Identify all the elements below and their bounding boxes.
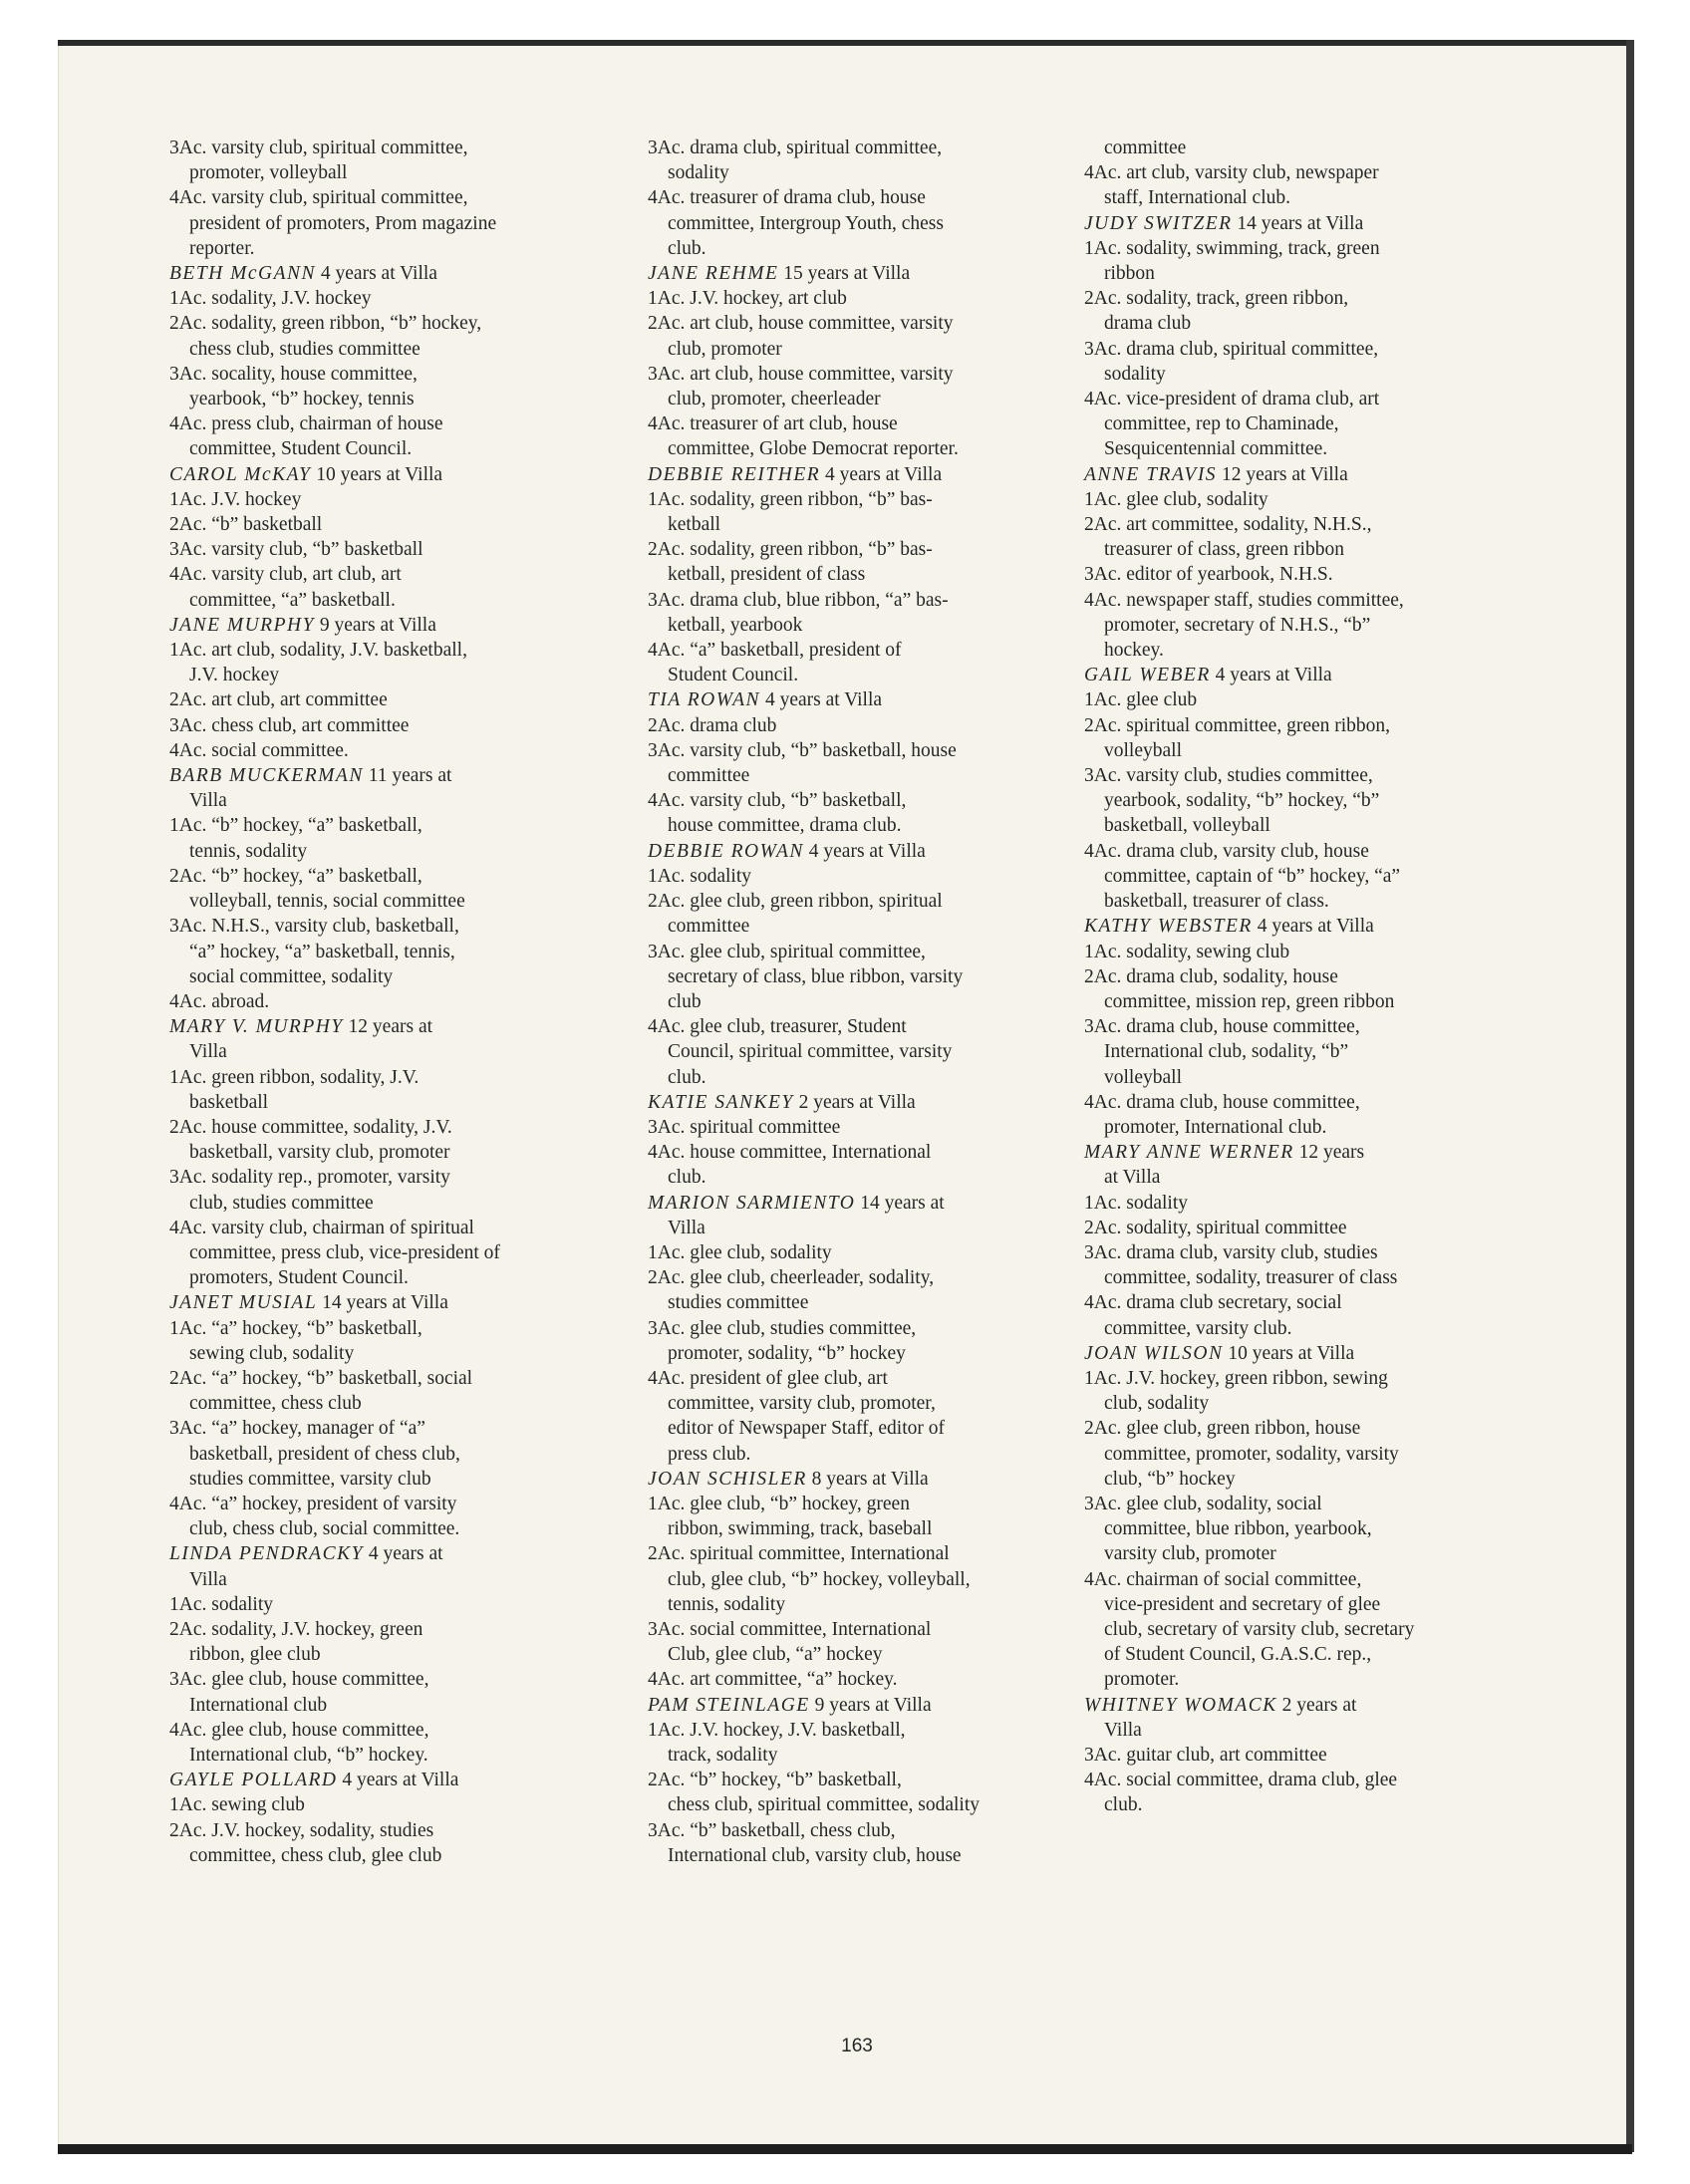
activity-continuation: volleyball <box>1104 739 1182 761</box>
student-heading <box>1084 663 1503 687</box>
student-name: BETH McGANN <box>169 263 317 285</box>
student-heading <box>169 613 598 638</box>
activity-continuation: chess club, studies committee <box>189 338 421 360</box>
activity-year-line: 4Ac. drama club, house committee, <box>1084 1091 1360 1113</box>
years-at-villa: 11 years at <box>363 765 452 787</box>
activity-year-line: 4Ac. varsity club, chairman of spiritual <box>169 1217 474 1238</box>
activity-year-line: 3Ac. socality, house committee, <box>169 363 418 385</box>
student-name: MARY ANNE WERNER <box>1084 1142 1294 1164</box>
activity-year-line: 2Ac. sodality, track, green ribbon, <box>1084 288 1349 310</box>
column-2 <box>648 136 1076 1868</box>
activity-year-line: 3Ac. chess club, art committee <box>169 714 410 736</box>
activity-continuation: studies committee <box>668 1292 809 1314</box>
student-heading <box>648 1090 1076 1115</box>
activity-year-line: 1Ac. glee club <box>1084 689 1198 711</box>
activity-continuation: drama club <box>1104 313 1192 335</box>
years-at-villa: 12 years at <box>343 1016 433 1038</box>
activity-continuation: committee, captain of “b” hockey, “a” <box>1104 865 1401 887</box>
activity-continuation: editor of Newspaper Staff, editor of <box>668 1418 945 1440</box>
student-name: MARY V. MURPHY <box>169 1016 344 1038</box>
activity-continuation: committee, chess club, glee club <box>189 1844 442 1866</box>
activity-year-line: 3Ac. glee club, house committee, <box>169 1669 429 1691</box>
years-at-villa: 4 years at Villa <box>803 840 926 862</box>
student-heading <box>648 839 1076 864</box>
activity-continuation: committee, promoter, sodality, varsity <box>1104 1443 1399 1465</box>
activity-year-line: 2Ac. art club, house committee, varsity <box>648 313 954 335</box>
activity-continuation: committee, “a” basketball. <box>189 589 396 611</box>
activity-year-line: 3Ac. glee club, studies committee, <box>648 1317 917 1339</box>
student-name: JOAN SCHISLER <box>648 1468 807 1490</box>
student-name: JANET MUSIAL <box>169 1292 318 1314</box>
activity-year-line: 4Ac. varsity club, “b” basketball, <box>648 790 907 812</box>
activity-continuation: promoter, International club. <box>1104 1116 1327 1138</box>
activity-year-line: 2Ac. drama club, sodality, house <box>1084 965 1338 987</box>
activity-year-line: 1Ac. glee club, sodality <box>1084 488 1268 510</box>
activity-continuation: committee, rep to Chaminade, <box>1104 413 1339 435</box>
student-name: PAM STEINLAGE <box>648 1694 810 1716</box>
years-at-villa: 2 years at <box>1276 1694 1357 1716</box>
student-heading <box>169 1290 598 1315</box>
activity-continuation: promoter, volleyball <box>189 162 348 184</box>
activity-continuation: committee, chess club <box>189 1393 362 1415</box>
activity-year-line: 1Ac. green ribbon, sodality, J.V. <box>169 1066 420 1088</box>
activity-year-line: 1Ac. glee club, “b” hockey, green <box>648 1493 910 1514</box>
activity-year-line: 1Ac. sodality, J.V. hockey <box>169 288 372 310</box>
activity-continuation: Villa <box>189 1041 227 1063</box>
activity-continuation: Villa <box>189 790 227 812</box>
activity-continuation: at Villa <box>1104 1167 1161 1189</box>
activity-continuation: basketball, president of chess club, <box>189 1443 460 1465</box>
years-at-villa: 10 years at Villa <box>1223 1342 1355 1364</box>
activity-year-line: 1Ac. sodality, green ribbon, “b” bas- <box>648 488 933 510</box>
years-at-villa: 4 years at Villa <box>760 689 883 711</box>
activity-continuation: International club, “b” hockey. <box>189 1745 428 1766</box>
activity-year-line: 3Ac. glee club, sodality, social <box>1084 1493 1322 1514</box>
activity-continuation: tennis, sodality <box>189 840 308 862</box>
student-heading <box>648 687 1076 712</box>
activity-year-line: 1Ac. sewing club <box>169 1794 305 1816</box>
activity-year-line: 2Ac. glee club, cheerleader, sodality, <box>648 1267 935 1289</box>
activity-year-line: 2Ac. house committee, sodality, J.V. <box>169 1116 452 1138</box>
activity-year-line: 1Ac. J.V. hockey, art club <box>648 288 847 310</box>
activity-year-line: 2Ac. glee club, green ribbon, spiritual <box>648 891 943 913</box>
activity-continuation: club. <box>668 237 706 259</box>
activity-year-line: 2Ac. art club, art committee <box>169 689 388 711</box>
activity-continuation: club, “b” hockey <box>1104 1468 1236 1490</box>
activity-continuation: committee, press club, vice-president of <box>189 1241 500 1263</box>
activity-year-line: 2Ac. art committee, sodality, N.H.S., <box>1084 514 1372 536</box>
activity-continuation: ketball, president of class <box>668 564 866 586</box>
years-at-villa: 2 years at Villa <box>793 1091 916 1113</box>
activity-year-line: 4Ac. “a” basketball, president of <box>648 640 902 662</box>
activity-continuation: International club, sodality, “b” <box>1104 1041 1349 1063</box>
activity-continuation: club. <box>668 1066 706 1088</box>
activity-year-line: 3Ac. drama club, spiritual committee, <box>1084 338 1379 360</box>
column-1 <box>169 136 598 1868</box>
activity-continuation: committee, varsity club, promoter, <box>668 1393 936 1415</box>
activity-continuation: International club, varsity club, house <box>668 1844 962 1866</box>
activity-year-line: 2Ac. “b” hockey, “a” basketball, <box>169 865 422 887</box>
student-heading <box>169 261 598 286</box>
activity-continuation: ketball <box>668 514 721 536</box>
activity-continuation: club. <box>1104 1794 1143 1816</box>
activity-year-line: 3Ac. guitar club, art committee <box>1084 1745 1327 1766</box>
years-at-villa: 4 years at Villa <box>1252 916 1374 938</box>
activity-continuation: Villa <box>668 1217 705 1238</box>
student-heading <box>169 1541 598 1566</box>
activity-year-line: 2Ac. “b” basketball <box>169 514 323 536</box>
activity-year-line: 2Ac. “b” hockey, “b” basketball, <box>648 1770 902 1791</box>
activity-year-line: 3Ac. editor of yearbook, N.H.S. <box>1084 564 1333 586</box>
activity-year-line: 3Ac. varsity club, spiritual committee, <box>169 137 468 158</box>
activity-year-line: 3Ac. glee club, spiritual committee, <box>648 941 926 962</box>
activity-continuation: basketball <box>189 1091 269 1113</box>
activity-continuation: club <box>668 990 702 1012</box>
activity-year-line: 2Ac. sodality, green ribbon, “b” hockey, <box>169 313 482 335</box>
student-name: GAIL WEBER <box>1084 665 1211 686</box>
student-name: JOAN WILSON <box>1084 1342 1224 1364</box>
activity-continuation: ketball, yearbook <box>668 614 803 636</box>
activity-year-line: 4Ac. treasurer of art club, house <box>648 413 898 435</box>
activity-continuation: ribbon <box>1104 263 1155 285</box>
activity-year-line: 4Ac. glee club, house committee, <box>169 1719 429 1741</box>
activity-year-line: 4Ac. press club, chairman of house <box>169 413 443 435</box>
page-binding-edge <box>1626 40 1634 2152</box>
activity-continuation: committee, mission rep, green ribbon <box>1104 990 1395 1012</box>
page-bottom-edge <box>58 2144 1632 2154</box>
years-at-villa: 14 years at Villa <box>317 1292 448 1314</box>
page-top-edge <box>58 40 1632 46</box>
student-heading <box>648 261 1076 286</box>
activity-continuation: committee <box>1104 137 1187 158</box>
activity-continuation: ribbon, swimming, track, baseball <box>668 1518 933 1540</box>
activity-year-line: 3Ac. varsity club, studies committee, <box>1084 765 1373 787</box>
student-name: KATHY WEBSTER <box>1084 916 1253 938</box>
student-name: CAROL McKAY <box>169 463 312 485</box>
activity-continuation: yearbook, “b” hockey, tennis <box>189 389 415 410</box>
activity-year-line: 3Ac. social committee, International <box>648 1618 932 1640</box>
years-at-villa: 14 years at <box>855 1192 945 1214</box>
student-name: TIA ROWAN <box>648 689 761 711</box>
activity-continuation: promoters, Student Council. <box>189 1267 409 1289</box>
activity-continuation: club, studies committee <box>189 1192 374 1214</box>
student-heading <box>1084 914 1503 939</box>
activity-year-line: 3Ac. “a” hockey, manager of “a” <box>169 1418 425 1440</box>
years-at-villa: 14 years at Villa <box>1232 212 1364 234</box>
activity-continuation: staff, International club. <box>1104 187 1290 209</box>
student-name: GAYLE POLLARD <box>169 1770 338 1791</box>
years-at-villa: 12 years <box>1293 1142 1365 1164</box>
activity-continuation: club. <box>668 1167 706 1189</box>
activity-year-line: 4Ac. president of glee club, art <box>648 1367 888 1389</box>
activity-continuation: tennis, sodality <box>668 1593 786 1615</box>
activity-year-line: 1Ac. sodality <box>1084 1192 1188 1214</box>
student-name: JUDY SWITZER <box>1084 212 1233 234</box>
activity-continuation: committee, sodality, treasurer of class <box>1104 1267 1398 1289</box>
activity-year-line: 1Ac. sodality, swimming, track, green <box>1084 237 1380 259</box>
activity-year-line: 4Ac. drama club secretary, social <box>1084 1292 1342 1314</box>
activity-year-line: 3Ac. varsity club, “b” basketball, house <box>648 739 957 761</box>
activity-year-line: 2Ac. sodality, spiritual committee <box>1084 1217 1347 1238</box>
activity-year-line: 3Ac. drama club, spiritual committee, <box>648 137 943 158</box>
student-heading <box>1084 211 1503 236</box>
student-name: WHITNEY WOMACK <box>1084 1694 1277 1716</box>
years-at-villa: 4 years at Villa <box>1210 665 1332 686</box>
activity-year-line: 1Ac. “b” hockey, “a” basketball, <box>169 815 422 837</box>
activity-continuation: committee <box>668 916 750 938</box>
activity-continuation: committee <box>668 765 750 787</box>
years-at-villa: 4 years at Villa <box>316 263 437 285</box>
activity-year-line: 2Ac. spiritual committee, green ribbon, <box>1084 714 1391 736</box>
activity-continuation: club, promoter <box>668 338 782 360</box>
activity-continuation: International club <box>189 1694 328 1716</box>
activity-year-line: 1Ac. art club, sodality, J.V. basketball, <box>169 640 467 662</box>
activity-continuation: Student Council. <box>668 665 799 686</box>
activity-year-line: 4Ac. “a” hockey, president of varsity <box>169 1493 457 1514</box>
student-heading <box>1084 1693 1503 1718</box>
activity-continuation: sodality <box>1104 363 1166 385</box>
activity-continuation: committee, Student Council. <box>189 438 413 460</box>
activity-continuation: J.V. hockey <box>189 665 280 686</box>
activity-continuation: club, promoter, cheerleader <box>668 389 881 410</box>
activity-continuation: ribbon, glee club <box>189 1644 321 1666</box>
activity-continuation: Sesquicentennial committee. <box>1104 438 1328 460</box>
activity-continuation: promoter, secretary of N.H.S., “b” <box>1104 614 1371 636</box>
activity-continuation: club, chess club, social committee. <box>189 1518 460 1540</box>
column-3 <box>1084 136 1503 1818</box>
activity-year-line: 3Ac. spiritual committee <box>648 1116 841 1138</box>
student-heading <box>648 462 1076 487</box>
activity-year-line: 2Ac. drama club <box>648 714 777 736</box>
activity-year-line: 4Ac. art club, varsity club, newspaper <box>1084 162 1379 184</box>
student-heading <box>169 1768 598 1792</box>
years-at-villa: 4 years at Villa <box>337 1770 459 1791</box>
student-name: DEBBIE REITHER <box>648 463 821 485</box>
student-name: LINDA PENDRACKY <box>169 1543 364 1565</box>
years-at-villa: 10 years at Villa <box>311 463 443 485</box>
activity-year-line: 2Ac. glee club, green ribbon, house <box>1084 1418 1361 1440</box>
activity-continuation: committee, Intergroup Youth, chess <box>668 212 944 234</box>
activity-continuation: reporter. <box>189 237 255 259</box>
activity-year-line: 4Ac. newspaper staff, studies committee, <box>1084 589 1404 611</box>
activity-continuation: “a” hockey, “a” basketball, tennis, <box>189 941 455 962</box>
activity-year-line: 1Ac. J.V. hockey, green ribbon, sewing <box>1084 1367 1388 1389</box>
activity-year-line: 3Ac. sodality rep., promoter, varsity <box>169 1167 450 1189</box>
activity-year-line: 4Ac. art committee, “a” hockey. <box>648 1669 898 1691</box>
student-name: KATIE SANKEY <box>648 1091 794 1113</box>
activity-year-line: 1Ac. glee club, sodality <box>648 1241 832 1263</box>
years-at-villa: 4 years at <box>363 1543 443 1565</box>
student-heading <box>648 1467 1076 1492</box>
activity-continuation: Council, spiritual committee, varsity <box>668 1041 953 1063</box>
activity-year-line: 1Ac. J.V. hockey <box>169 488 302 510</box>
activity-year-line: 4Ac. chairman of social committee, <box>1084 1568 1362 1590</box>
student-heading <box>1084 1140 1503 1165</box>
activity-year-line: 3Ac. N.H.S., varsity club, basketball, <box>169 916 459 938</box>
activity-continuation: basketball, varsity club, promoter <box>189 1142 450 1164</box>
student-heading <box>169 763 598 788</box>
years-at-villa: 9 years at Villa <box>314 614 436 636</box>
activity-continuation: track, sodality <box>668 1745 778 1766</box>
activity-continuation: of Student Council, G.A.S.C. rep., <box>1104 1644 1372 1666</box>
page-number: 163 <box>841 2036 873 2056</box>
years-at-villa: 8 years at Villa <box>806 1468 929 1490</box>
activity-year-line: 4Ac. vice-president of drama club, art <box>1084 389 1380 410</box>
activity-continuation: sewing club, sodality <box>189 1342 355 1364</box>
activity-continuation: promoter. <box>1104 1669 1180 1691</box>
student-heading <box>1084 462 1503 487</box>
activity-continuation: secretary of class, blue ribbon, varsity <box>668 965 964 987</box>
activity-continuation: chess club, spiritual committee, sodality <box>668 1794 981 1816</box>
activity-year-line: 4Ac. varsity club, spiritual committee, <box>169 187 468 209</box>
activity-year-line: 3Ac. “b” basketball, chess club, <box>648 1819 896 1841</box>
activity-year-line: 1Ac. sodality <box>169 1593 273 1615</box>
activity-continuation: president of promoters, Prom magazine <box>189 212 497 234</box>
activity-continuation: promoter, sodality, “b” hockey <box>668 1342 906 1364</box>
activity-continuation: studies committee, varsity club <box>189 1468 431 1490</box>
activity-continuation: basketball, volleyball <box>1104 815 1270 837</box>
activity-continuation: club, sodality <box>1104 1393 1210 1415</box>
student-name: BARB MUCKERMAN <box>169 765 364 787</box>
activity-continuation: hockey. <box>1104 640 1164 662</box>
student-heading <box>1084 1341 1503 1366</box>
activity-year-line: 1Ac. sodality <box>648 865 751 887</box>
years-at-villa: 15 years at Villa <box>778 263 911 285</box>
activity-continuation: Villa <box>189 1568 227 1590</box>
activity-continuation: varsity club, promoter <box>1104 1543 1276 1565</box>
activity-year-line: 3Ac. drama club, house committee, <box>1084 1016 1360 1038</box>
activity-year-line: 2Ac. spiritual committee, International <box>648 1543 950 1565</box>
activity-year-line: 4Ac. social committee, drama club, glee <box>1084 1770 1398 1791</box>
activity-year-line: 2Ac. sodality, J.V. hockey, green <box>169 1618 423 1640</box>
activity-year-line: 1Ac. J.V. hockey, J.V. basketball, <box>648 1719 906 1741</box>
activity-year-line: 2Ac. “a” hockey, “b” basketball, social <box>169 1367 473 1389</box>
activity-year-line: 4Ac. house committee, International <box>648 1142 932 1164</box>
student-heading <box>169 1014 598 1039</box>
activity-continuation: treasurer of class, green ribbon <box>1104 539 1344 561</box>
activity-continuation: vice-president and secretary of glee <box>1104 1593 1381 1615</box>
activity-continuation: committee, blue ribbon, yearbook, <box>1104 1518 1372 1540</box>
student-heading <box>169 462 598 487</box>
student-name: MARION SARMIENTO <box>648 1192 856 1214</box>
activity-year-line: 1Ac. “a” hockey, “b” basketball, <box>169 1317 422 1339</box>
activity-continuation: committee, varsity club. <box>1104 1317 1292 1339</box>
activity-year-line: 3Ac. varsity club, “b” basketball <box>169 539 423 561</box>
activity-year-line: 3Ac. drama club, blue ribbon, “a” bas- <box>648 589 949 611</box>
activity-continuation: sodality <box>668 162 729 184</box>
years-at-villa: 4 years at Villa <box>820 463 943 485</box>
activity-continuation: club, glee club, “b” hockey, volleyball, <box>668 1568 971 1590</box>
activity-year-line: 4Ac. treasurer of drama club, house <box>648 187 926 209</box>
years-at-villa: 12 years at Villa <box>1217 463 1348 485</box>
activity-year-line: 4Ac. social committee. <box>169 739 349 761</box>
activity-year-line: 1Ac. sodality, sewing club <box>1084 941 1290 962</box>
student-heading <box>648 1693 1076 1718</box>
activity-continuation: press club. <box>668 1443 751 1465</box>
activity-continuation: volleyball, tennis, social committee <box>189 891 465 913</box>
activity-continuation: house committee, drama club. <box>668 815 902 837</box>
activity-year-line: 3Ac. art club, house committee, varsity <box>648 363 954 385</box>
years-at-villa: 9 years at Villa <box>809 1694 932 1716</box>
student-name: JANE REHME <box>648 263 779 285</box>
activity-year-line: 4Ac. drama club, varsity club, house <box>1084 840 1369 862</box>
activity-continuation: club, secretary of varsity club, secretary <box>1104 1618 1415 1640</box>
activity-continuation: social committee, sodality <box>189 965 394 987</box>
activity-continuation: yearbook, sodality, “b” hockey, “b” <box>1104 790 1380 812</box>
student-heading <box>648 1191 1076 1216</box>
activity-year-line: 4Ac. abroad. <box>169 990 270 1012</box>
activity-continuation: Villa <box>1104 1719 1142 1741</box>
student-name: JANE MURPHY <box>169 614 315 636</box>
activity-year-line: 2Ac. sodality, green ribbon, “b” bas- <box>648 539 933 561</box>
activity-year-line: 4Ac. varsity club, art club, art <box>169 564 402 586</box>
activity-year-line: 4Ac. glee club, treasurer, Student <box>648 1016 907 1038</box>
activity-continuation: volleyball <box>1104 1066 1182 1088</box>
activity-continuation: basketball, treasurer of class. <box>1104 891 1329 913</box>
activity-year-line: 2Ac. J.V. hockey, sodality, studies <box>169 1819 434 1841</box>
activity-year-line: 3Ac. drama club, varsity club, studies <box>1084 1241 1378 1263</box>
student-name: ANNE TRAVIS <box>1084 463 1218 485</box>
student-name: DEBBIE ROWAN <box>648 840 804 862</box>
activity-continuation: committee, Globe Democrat reporter. <box>668 438 959 460</box>
activity-continuation: Club, glee club, “a” hockey <box>668 1644 883 1666</box>
